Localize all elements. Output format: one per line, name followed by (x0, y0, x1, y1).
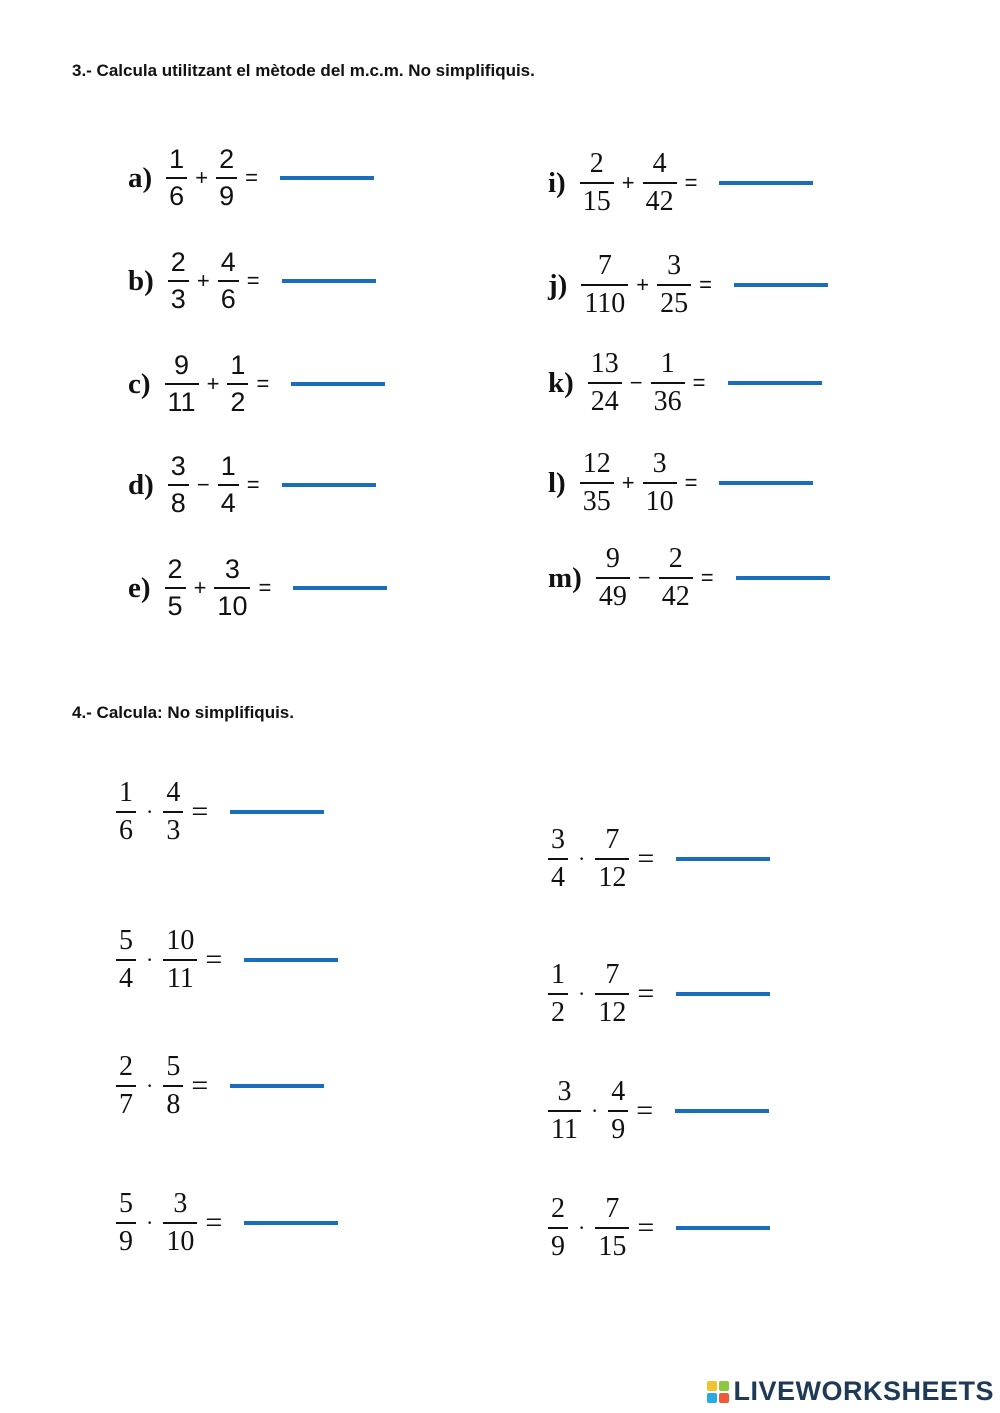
numerator: 9 (605, 543, 620, 574)
fraction-bar (595, 858, 629, 860)
fraction-bar (608, 1110, 628, 1112)
exercise-4-problem (548, 826, 770, 892)
equals-sign: = (684, 470, 698, 495)
denominator: 4 (119, 963, 133, 994)
equals-sign: = (699, 272, 713, 297)
denominator: 6 (169, 181, 185, 211)
fraction (659, 545, 693, 611)
numerator: 1 (230, 350, 246, 380)
fraction (218, 453, 239, 517)
denominator: 6 (119, 815, 133, 846)
fraction-bar (548, 993, 568, 995)
exercise-3-problem (128, 556, 387, 620)
fraction (548, 1195, 568, 1261)
exercise-3-problem (548, 350, 822, 416)
equals-sign: = (246, 268, 260, 293)
logo-text: LIVEWORKSHEETS (733, 1376, 994, 1406)
denominator: 10 (217, 591, 248, 621)
problem-label: b) (128, 264, 154, 297)
denominator: 12 (598, 997, 627, 1028)
fraction (116, 779, 136, 845)
fraction (165, 556, 186, 620)
fraction-bar (163, 1222, 197, 1224)
fraction (643, 150, 677, 216)
fraction (608, 1078, 628, 1144)
exercise-3-problem (548, 450, 813, 516)
fraction-bar (580, 482, 614, 484)
fraction-bar (168, 280, 189, 282)
fraction-bar (657, 284, 691, 286)
operator: + (621, 170, 635, 195)
answer-blank[interactable] (719, 181, 813, 185)
fraction (168, 249, 189, 313)
numerator: 4 (611, 1076, 626, 1107)
fraction-bar (643, 182, 677, 184)
denominator: 6 (220, 284, 236, 314)
denominator: 9 (119, 1226, 133, 1257)
operator: + (206, 371, 220, 396)
fraction-bar (165, 587, 186, 589)
equals-sign: = (637, 842, 655, 875)
fraction-bar (659, 577, 693, 579)
denominator: 9 (219, 181, 235, 211)
denominator: 3 (170, 284, 186, 314)
section-3-heading: 3.- Calcula utilitzant el mètode del m.c.m. No simplifiquis. (72, 61, 535, 80)
exercise-4-problem (548, 1078, 769, 1144)
multiply-dot: · (146, 1073, 154, 1098)
operator: + (196, 268, 210, 293)
fraction-bar (116, 959, 136, 961)
exercise-3-problem (128, 453, 376, 517)
fraction-bar (116, 1222, 136, 1224)
answer-blank[interactable] (230, 810, 324, 814)
equals-sign: = (636, 1094, 654, 1127)
numerator: 1 (660, 348, 675, 379)
fraction-bar (163, 959, 197, 961)
denominator: 10 (166, 1226, 195, 1257)
operator: + (195, 165, 209, 190)
fraction (580, 150, 614, 216)
denominator: 2 (230, 387, 246, 417)
operator: + (636, 272, 650, 297)
equals-sign: = (637, 977, 655, 1010)
exercise-3-problem (548, 545, 830, 611)
answer-blank[interactable] (734, 283, 828, 287)
fraction-bar (165, 383, 199, 385)
denominator: 110 (584, 288, 626, 319)
exercise-4-problem (548, 1195, 770, 1261)
fraction-bar (580, 182, 614, 184)
fraction (643, 450, 677, 516)
numerator: 9 (174, 350, 190, 380)
answer-blank[interactable] (291, 382, 385, 386)
exercise-3-problem (548, 150, 813, 216)
denominator: 42 (645, 186, 674, 217)
numerator: 2 (668, 543, 683, 574)
denominator: 11 (166, 963, 194, 994)
operator: + (621, 470, 635, 495)
equals-sign: = (692, 370, 706, 395)
fraction-bar (595, 1227, 629, 1229)
multiply-dot: · (146, 799, 154, 824)
denominator: 25 (660, 288, 689, 319)
answer-blank[interactable] (293, 586, 387, 590)
exercise-4-problem (548, 961, 770, 1027)
numerator: 2 (589, 148, 604, 179)
multiply-dot: · (146, 1210, 154, 1235)
fraction-bar (595, 993, 629, 995)
answer-blank[interactable] (719, 481, 813, 485)
problem-label: j) (548, 268, 568, 301)
problem-label: i) (548, 166, 566, 199)
numerator: 5 (119, 925, 133, 956)
fraction (595, 1195, 629, 1261)
operator: − (637, 565, 651, 590)
equals-sign: = (245, 165, 258, 190)
problem-label: a) (128, 161, 153, 194)
fraction (116, 1053, 136, 1119)
fraction (580, 450, 614, 516)
denominator: 49 (598, 581, 627, 612)
fraction (548, 826, 568, 892)
numerator: 7 (605, 1193, 620, 1224)
equals-sign: = (205, 1206, 223, 1239)
numerator: 3 (557, 1076, 572, 1107)
denominator: 12 (598, 862, 627, 893)
numerator: 2 (219, 144, 235, 174)
numerator: 12 (582, 448, 611, 479)
fraction (227, 352, 248, 416)
fraction (548, 961, 568, 1027)
denominator: 15 (582, 186, 611, 217)
numerator: 3 (173, 1188, 188, 1219)
exercise-3-problem (128, 146, 374, 210)
fraction-bar (116, 811, 136, 813)
denominator: 24 (590, 386, 619, 417)
denominator: 36 (653, 386, 682, 417)
liveworksheets-logo-icon (707, 1381, 729, 1403)
fraction (214, 556, 250, 620)
answer-blank[interactable] (244, 1221, 338, 1225)
denominator: 5 (167, 591, 183, 621)
fraction-bar (218, 280, 239, 282)
numerator: 2 (170, 247, 186, 277)
numerator: 3 (224, 554, 240, 584)
operator: + (193, 575, 207, 600)
fraction-bar (643, 482, 677, 484)
denominator: 9 (611, 1114, 626, 1145)
equals-sign: = (256, 371, 270, 396)
exercise-4-problem (116, 779, 324, 845)
numerator: 7 (597, 250, 612, 281)
problem-label: d) (128, 468, 154, 501)
exercise-4-problem (116, 927, 338, 993)
denominator: 4 (551, 862, 565, 893)
fraction-bar (596, 577, 630, 579)
equals-sign: = (205, 943, 223, 976)
fraction-bar (116, 1085, 136, 1087)
fraction-bar (163, 811, 183, 813)
fraction (163, 779, 183, 845)
fraction-bar (216, 177, 237, 179)
answer-blank[interactable] (230, 1084, 324, 1088)
answer-blank[interactable] (675, 1109, 769, 1113)
fraction (218, 249, 239, 313)
equals-sign: = (684, 170, 698, 195)
problem-label: c) (128, 367, 151, 400)
denominator: 11 (167, 387, 196, 417)
fraction (116, 927, 136, 993)
exercise-3-problem (128, 249, 376, 313)
numerator: 4 (220, 247, 236, 277)
numerator: 5 (119, 1188, 133, 1219)
exercise-3-problem (548, 252, 828, 318)
fraction-bar (651, 382, 685, 384)
problem-label: k) (548, 366, 574, 399)
fraction-bar (548, 858, 568, 860)
answer-blank[interactable] (280, 176, 374, 180)
fraction-bar (227, 383, 248, 385)
operator: − (196, 472, 210, 497)
numerator: 13 (590, 348, 619, 379)
numerator: 5 (166, 1051, 181, 1082)
fraction (595, 961, 629, 1027)
fraction-bar (214, 587, 250, 589)
answer-blank[interactable] (676, 992, 770, 996)
exercise-3-problem (128, 352, 385, 416)
fraction-bar (168, 484, 189, 486)
multiply-dot: · (578, 981, 586, 1006)
denominator: 8 (166, 1089, 181, 1120)
problem-label: m) (548, 561, 582, 594)
equals-sign: = (246, 472, 260, 497)
equals-sign: = (191, 795, 209, 828)
numerator: 4 (166, 777, 181, 808)
fraction (166, 146, 187, 210)
equals-sign: = (191, 1069, 209, 1102)
fraction-bar (588, 382, 622, 384)
equals-sign: = (258, 575, 272, 600)
answer-blank[interactable] (676, 857, 770, 861)
fraction (596, 545, 630, 611)
multiply-dot: · (590, 1098, 599, 1123)
answer-blank[interactable] (736, 576, 830, 580)
numerator: 1 (551, 959, 565, 990)
operator: − (629, 370, 643, 395)
denominator: 7 (119, 1089, 133, 1120)
answer-blank[interactable] (676, 1226, 770, 1230)
fraction (581, 252, 628, 318)
fraction-bar (581, 284, 628, 286)
fraction (651, 350, 685, 416)
fraction (163, 927, 197, 993)
multiply-dot: · (578, 1215, 586, 1240)
denominator: 8 (170, 488, 186, 518)
denominator: 15 (598, 1231, 627, 1262)
fraction-bar (218, 484, 239, 486)
exercise-4-problem (116, 1190, 338, 1256)
fraction-bar (163, 1085, 183, 1087)
denominator: 9 (551, 1231, 565, 1262)
fraction-bar (166, 177, 187, 179)
numerator: 3 (170, 451, 186, 481)
numerator: 3 (652, 448, 667, 479)
denominator: 42 (661, 581, 690, 612)
numerator: 7 (605, 824, 620, 855)
answer-blank[interactable] (728, 381, 822, 385)
numerator: 10 (166, 925, 195, 956)
numerator: 2 (167, 554, 183, 584)
denominator: 35 (582, 486, 611, 517)
fraction (657, 252, 691, 318)
liveworksheets-logo[interactable] (707, 1376, 994, 1407)
fraction (165, 352, 199, 416)
fraction (588, 350, 622, 416)
numerator: 3 (667, 250, 682, 281)
fraction (548, 1078, 581, 1144)
fraction (216, 146, 237, 210)
fraction (595, 826, 629, 892)
answer-blank[interactable] (244, 958, 338, 962)
denominator: 10 (645, 486, 674, 517)
answer-blank[interactable] (282, 279, 376, 283)
answer-blank[interactable] (282, 483, 376, 487)
numerator: 2 (119, 1051, 133, 1082)
denominator: 2 (551, 997, 565, 1028)
numerator: 1 (169, 144, 185, 174)
fraction (116, 1190, 136, 1256)
numerator: 2 (551, 1193, 565, 1224)
denominator: 3 (166, 815, 181, 846)
numerator: 7 (605, 959, 620, 990)
fraction-bar (548, 1110, 581, 1112)
denominator: 11 (551, 1114, 578, 1145)
exercise-4-problem (116, 1053, 324, 1119)
fraction (163, 1190, 197, 1256)
multiply-dot: · (578, 846, 586, 871)
fraction-bar (548, 1227, 568, 1229)
denominator: 4 (220, 488, 236, 518)
fraction (163, 1053, 183, 1119)
problem-label: e) (128, 571, 151, 604)
problem-label: l) (548, 466, 566, 499)
fraction (168, 453, 189, 517)
equals-sign: = (637, 1211, 655, 1244)
numerator: 1 (119, 777, 133, 808)
numerator: 4 (652, 148, 667, 179)
equals-sign: = (700, 565, 714, 590)
numerator: 3 (551, 824, 565, 855)
multiply-dot: · (146, 947, 154, 972)
section-4-heading: 4.- Calcula: No simplifiquis. (72, 703, 294, 722)
numerator: 1 (220, 451, 236, 481)
